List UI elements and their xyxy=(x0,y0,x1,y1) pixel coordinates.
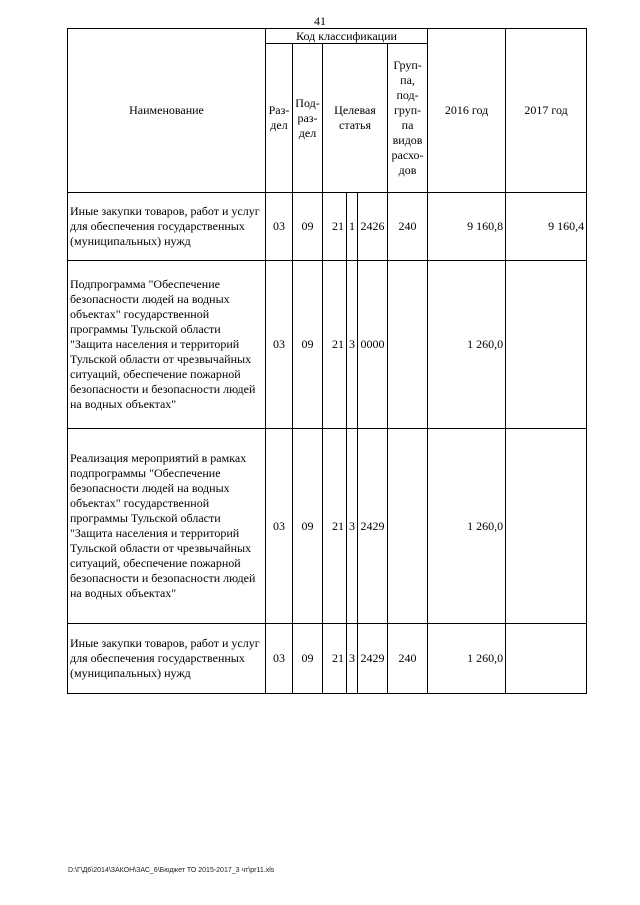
row-subsection: 09 xyxy=(293,193,323,261)
row-name: Иные закупки товаров, работ и услуг для обеспечения государственных (муниципальных) нужд xyxy=(68,624,266,694)
row-2017 xyxy=(506,261,587,429)
row-2017 xyxy=(506,429,587,624)
header-name: Наименование xyxy=(68,29,266,193)
row-section: 03 xyxy=(266,261,293,429)
row-2016: 1 260,0 xyxy=(428,429,506,624)
row-cs2: 1 xyxy=(347,193,358,261)
row-cs2: 3 xyxy=(347,624,358,694)
row-2016: 1 260,0 xyxy=(428,624,506,694)
row-subsection: 09 xyxy=(293,429,323,624)
header-year-2016: 2016 год xyxy=(428,29,506,193)
row-cs3: 2426 xyxy=(358,193,388,261)
budget-table xyxy=(67,28,587,694)
row-2016: 1 260,0 xyxy=(428,261,506,429)
row-section: 03 xyxy=(266,429,293,624)
row-2016: 9 160,8 xyxy=(428,193,506,261)
header-year-2017: 2017 год xyxy=(506,29,587,193)
row-name: Подпрограмма "Обеспечение безопасности людей на водных объектах" государственной программы Тульской области "Защита населения и территорий Тульской области от чрезвычайных ситуаций, обеспечение пожарной безопасности и безопасности людей на водных объектах" xyxy=(68,261,266,429)
page-number: 41 xyxy=(314,14,326,28)
row-group: 240 xyxy=(388,193,428,261)
row-group xyxy=(388,261,428,429)
table-row xyxy=(68,193,587,261)
row-cs1: 21 xyxy=(323,624,347,694)
row-cs3: 2429 xyxy=(358,429,388,624)
row-cs2: 3 xyxy=(347,429,358,624)
row-cs1: 21 xyxy=(323,429,347,624)
row-cs1: 21 xyxy=(323,261,347,429)
row-section: 03 xyxy=(266,624,293,694)
header-subsection: Под- раз- дел xyxy=(293,44,323,193)
row-name: Иные закупки товаров, работ и услуг для обеспечения государственных (муниципальных) нужд xyxy=(68,193,266,261)
row-2017: 9 160,4 xyxy=(506,193,587,261)
row-group: 240 xyxy=(388,624,428,694)
header-expense-group: Груп- па, под- груп- па видов расхо- дов xyxy=(388,44,428,193)
header-classification: Код классификации xyxy=(266,29,428,44)
row-name: Реализация мероприятий в рамках подпрограммы "Обеспечение безопасности людей на водных объектах" государственной программы Тульской области "Защита населения и территорий Тульской области от чрезвычайных ситуаций, обеспечение пожарной безопасности и безопасности людей на водных объектах" xyxy=(68,429,266,624)
row-cs2: 3 xyxy=(347,261,358,429)
header-section: Раз- дел xyxy=(266,44,293,193)
table-row xyxy=(68,624,587,694)
row-cs3: 0000 xyxy=(358,261,388,429)
row-cs1: 21 xyxy=(323,193,347,261)
row-section: 03 xyxy=(266,193,293,261)
row-2017 xyxy=(506,624,587,694)
row-subsection: 09 xyxy=(293,261,323,429)
header-target-article: Целевая статья xyxy=(323,44,388,193)
row-cs3: 2429 xyxy=(358,624,388,694)
row-group xyxy=(388,429,428,624)
file-path-footer: D:\Г\Д6\2014\ЗАКОН\ЗАС_6\Бюджет ТО 2015-2017_3 чт\pr11.xls xyxy=(68,867,275,874)
row-subsection: 09 xyxy=(293,624,323,694)
table-row xyxy=(68,429,587,624)
table-row xyxy=(68,261,587,429)
